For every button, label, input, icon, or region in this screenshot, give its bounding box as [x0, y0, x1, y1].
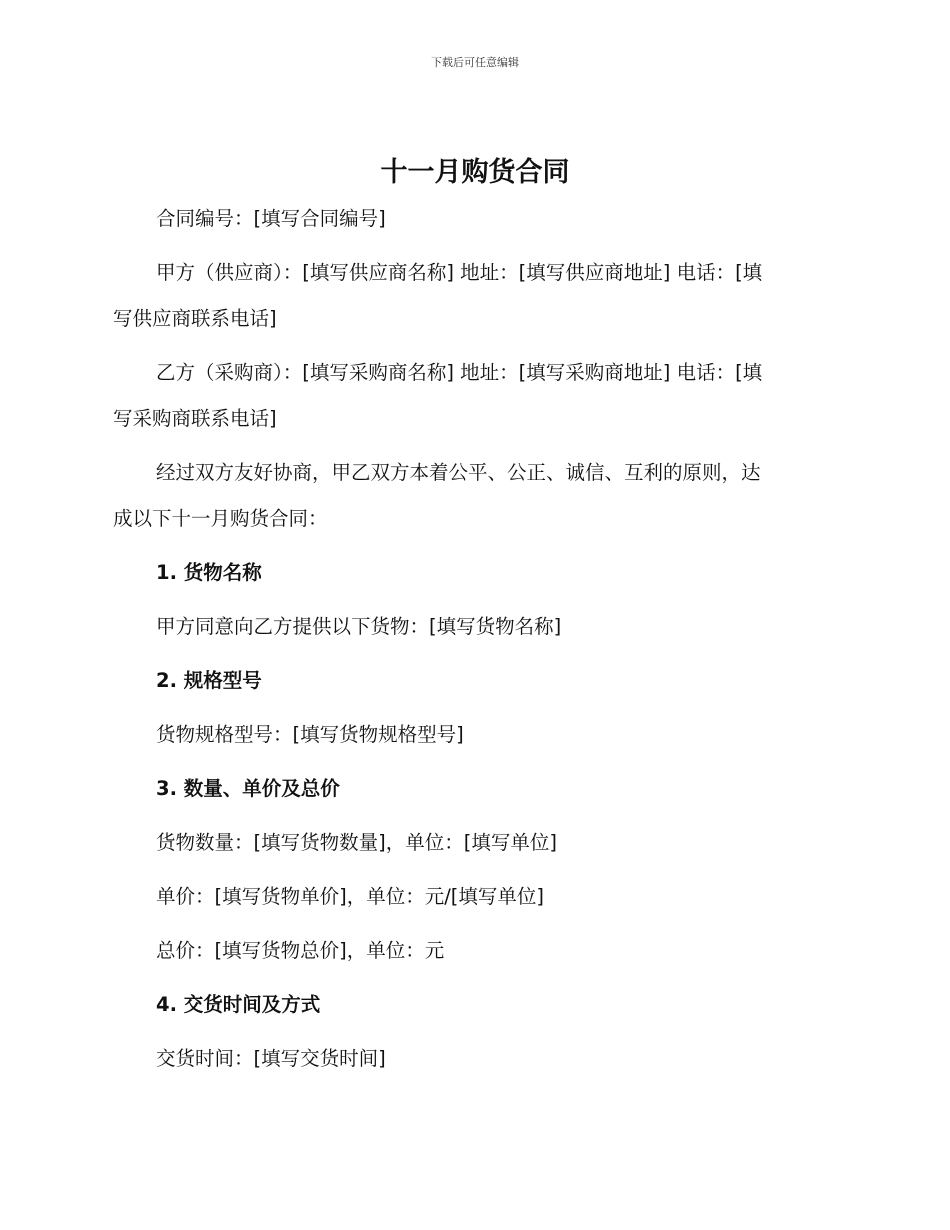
document-body: [113, 196, 833, 1090]
contract-number: 合同编号：[填写合同编号]: [156, 207, 386, 230]
party-a-info: [113, 250, 833, 342]
section-1-heading: 1. 货物名称: [156, 561, 262, 584]
section-3-heading: 3. 数量、单价及总价: [156, 777, 340, 800]
document-title: 十一月购货合同: [380, 157, 570, 188]
section-3-quantity: 货物数量：[填写货物数量]，单位：[填写单位]: [156, 831, 557, 854]
intro-paragraph: [113, 450, 833, 542]
party-b-line-1: 乙方（采购商）：[填写采购商名称] 地址：[填写采购商地址] 电话：[填: [156, 361, 763, 384]
section-2-heading: 2. 规格型号: [156, 669, 262, 692]
intro-line-1: 经过双方友好协商，甲乙双方本着公平、公正、诚信、互利的原则，达: [156, 461, 761, 484]
party-b-line-2: 写采购商联系电话]: [113, 407, 277, 430]
section-1-text: 甲方同意向乙方提供以下货物：[填写货物名称]: [156, 615, 562, 638]
section-3-unit-price: 单价：[填写货物单价]，单位：元/[填写单位]: [156, 885, 545, 908]
intro-line-2: 成以下十一月购货合同：: [113, 507, 328, 530]
section-3-total-price: 总价：[填写货物总价]，单位：元: [156, 939, 445, 962]
party-b-info: [113, 350, 833, 442]
section-4-delivery-time: 交货时间：[填写交货时间]: [156, 1047, 386, 1070]
section-4-heading: 4. 交货时间及方式: [156, 993, 321, 1016]
party-a-line-2: 写供应商联系电话]: [113, 307, 277, 330]
header-note: 下载后可任意编辑: [431, 56, 519, 69]
section-2-text: 货物规格型号：[填写货物规格型号]: [156, 723, 464, 746]
party-a-line-1: 甲方（供应商）：[填写供应商名称] 地址：[填写供应商地址] 电话：[填: [156, 261, 763, 284]
